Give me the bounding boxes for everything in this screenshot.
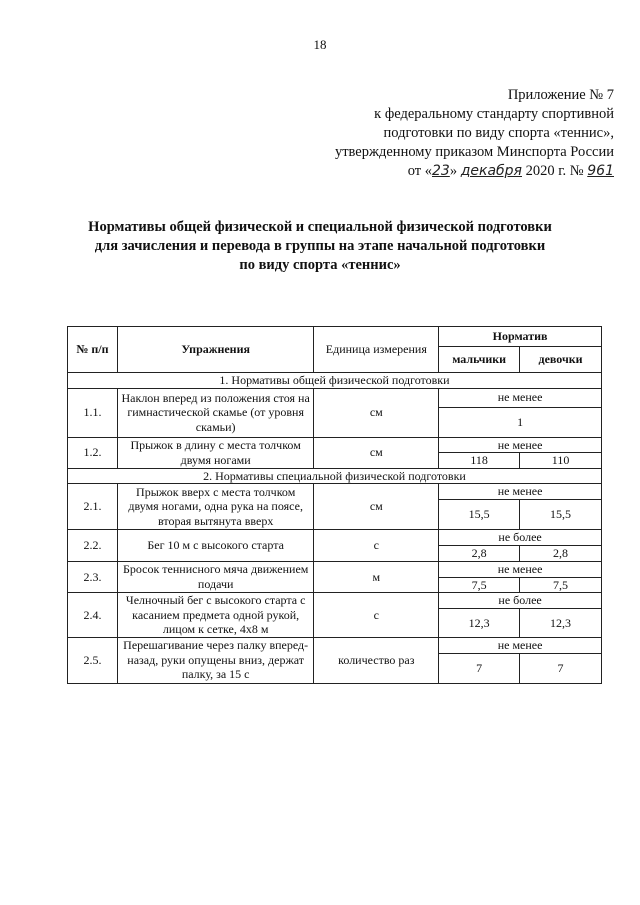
header-girls: девочки bbox=[520, 347, 602, 373]
header-exercise: Упражнения bbox=[117, 327, 314, 373]
order-number-handwritten: 961 bbox=[587, 163, 614, 179]
title-line: Нормативы общей физической и специальной физической подготовки bbox=[88, 219, 552, 235]
row-value-boys: 118 bbox=[439, 453, 520, 469]
row-num: 2.3. bbox=[68, 561, 118, 593]
table-row bbox=[68, 561, 602, 577]
table-row bbox=[68, 530, 602, 546]
row-unit: см bbox=[314, 484, 439, 530]
row-value-girls: 110 bbox=[520, 453, 602, 469]
row-unit: количество раз bbox=[314, 637, 439, 683]
row-num: 2.2. bbox=[68, 530, 118, 562]
header-norm: Норматив bbox=[439, 327, 602, 347]
document-title bbox=[70, 218, 570, 275]
row-exercise: Челночный бег с высокого старта с касанием предмета одной рукой, лицом к сетке, 4x8 м bbox=[117, 593, 314, 638]
table-row bbox=[68, 593, 602, 609]
row-qualifier: не менее bbox=[439, 388, 602, 407]
row-exercise: Бросок теннисного мяча движением подачи bbox=[117, 561, 314, 593]
row-value-boys: 7,5 bbox=[439, 577, 520, 593]
row-value-boys: 15,5 bbox=[439, 500, 520, 530]
row-num: 2.4. bbox=[68, 593, 118, 638]
row-value-boys: 12,3 bbox=[439, 609, 520, 637]
date-prefix: от « bbox=[407, 163, 432, 179]
row-value-girls: 7 bbox=[520, 653, 602, 683]
row-value-girls: 2,8 bbox=[520, 546, 602, 562]
row-num: 1.2. bbox=[68, 437, 118, 468]
title-line: для зачисления и перевода в группы на этапе начальной подготовки bbox=[94, 238, 546, 254]
row-value-boys: 2,8 bbox=[439, 546, 520, 562]
table-row bbox=[68, 388, 602, 407]
row-exercise: Прыжок вверх с места толчком двумя ногами, одна рука на поясе, вторая вытянута вверх bbox=[117, 484, 314, 530]
row-num: 1.1. bbox=[68, 388, 118, 437]
row-qualifier: не менее bbox=[439, 637, 602, 653]
norms-table bbox=[67, 326, 602, 684]
table-row bbox=[68, 437, 602, 453]
title-line: по виду спорта «теннис» bbox=[239, 257, 401, 273]
appendix-block bbox=[314, 86, 614, 181]
section-title: 2. Нормативы специальной физической подготовки bbox=[68, 468, 602, 484]
date-day-handwritten: 23 bbox=[432, 163, 450, 179]
row-unit: см bbox=[314, 388, 439, 437]
header-unit: Единица измерения bbox=[314, 327, 439, 373]
appendix-title: Приложение № 7 bbox=[507, 87, 614, 103]
row-qualifier: не более bbox=[439, 593, 602, 609]
row-qualifier: не более bbox=[439, 530, 602, 546]
row-value-girls: 15,5 bbox=[520, 500, 602, 530]
row-unit: с bbox=[314, 530, 439, 562]
row-qualifier: не менее bbox=[439, 484, 602, 500]
table-row bbox=[68, 484, 602, 500]
row-value-all: 1 bbox=[439, 407, 602, 437]
page-number: 18 bbox=[313, 37, 327, 52]
row-unit: см bbox=[314, 437, 439, 468]
row-exercise: Наклон вперед из положения стоя на гимнастической скамье (от уровня скамьи) bbox=[117, 388, 314, 437]
header-boys: мальчики bbox=[439, 347, 520, 373]
row-qualifier: не менее bbox=[439, 437, 602, 453]
appendix-line: утвержденному приказом Минспорта России bbox=[334, 144, 614, 160]
header-num: № п/п bbox=[68, 327, 118, 373]
row-value-girls: 7,5 bbox=[520, 577, 602, 593]
date-year: 2020 г. № bbox=[525, 163, 584, 179]
table-row bbox=[68, 637, 602, 653]
appendix-date-line bbox=[314, 162, 614, 181]
row-num: 2.5. bbox=[68, 637, 118, 683]
row-num: 2.1. bbox=[68, 484, 118, 530]
row-exercise: Прыжок в длину с места толчком двумя ногами bbox=[117, 437, 314, 468]
row-qualifier: не менее bbox=[439, 561, 602, 577]
section-title: 1. Нормативы общей физической подготовки bbox=[68, 373, 602, 389]
date-day-close: » bbox=[449, 163, 458, 179]
row-exercise: Перешагивание через палку вперед-назад, руки опущены вниз, держат палку, за 15 с bbox=[117, 637, 314, 683]
row-unit: с bbox=[314, 593, 439, 638]
date-month-handwritten: декабря bbox=[460, 163, 522, 179]
row-unit: м bbox=[314, 561, 439, 593]
row-exercise: Бег 10 м с высокого старта bbox=[117, 530, 314, 562]
appendix-line: подготовки по виду спорта «теннис», bbox=[383, 125, 614, 141]
row-value-girls: 12,3 bbox=[520, 609, 602, 637]
row-value-boys: 7 bbox=[439, 653, 520, 683]
appendix-line: к федеральному стандарту спортивной bbox=[374, 106, 614, 122]
